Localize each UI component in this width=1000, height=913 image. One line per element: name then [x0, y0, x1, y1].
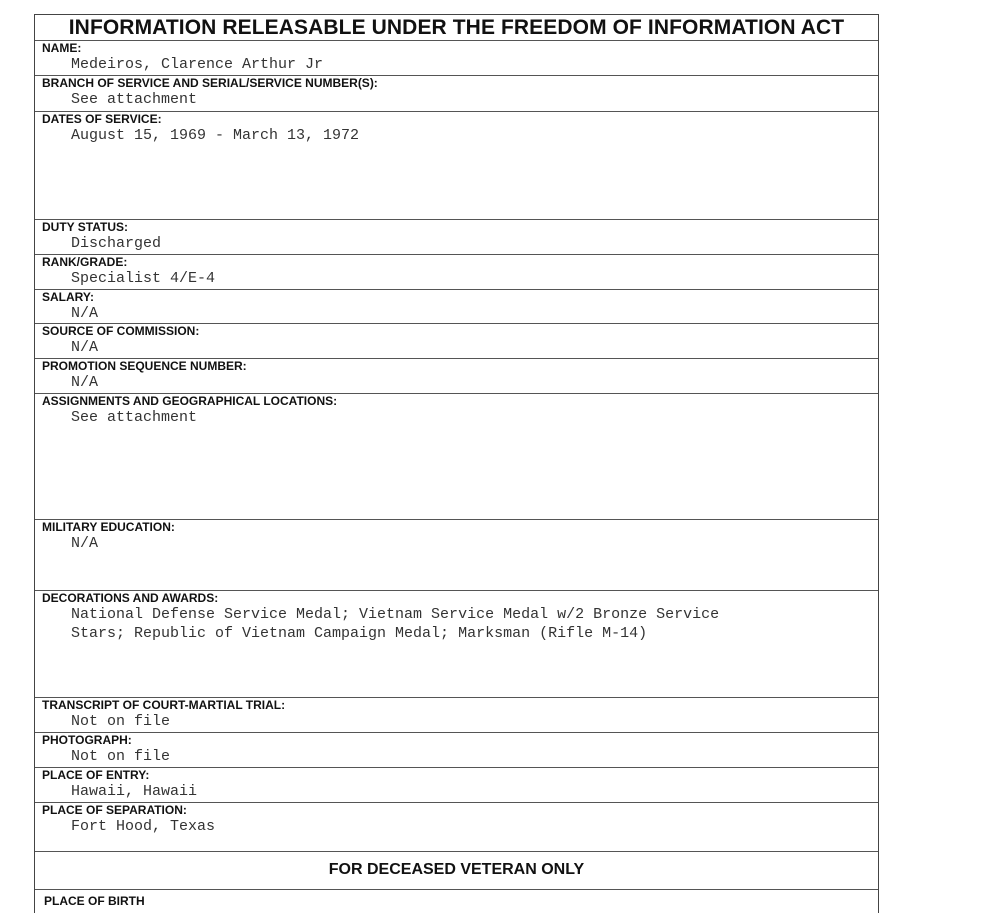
field-photograph [35, 732, 878, 767]
field-value: N/A [71, 535, 99, 552]
field-value: N/A [71, 374, 99, 391]
field-value: Discharged [71, 235, 162, 252]
field-label: MILITARY EDUCATION: [42, 520, 175, 534]
field-salary [35, 289, 878, 323]
field-label: PHOTOGRAPH: [42, 733, 132, 747]
field-value: Not on file [71, 713, 171, 730]
field-value: Specialist 4/E-4 [71, 270, 216, 287]
field-value: Hawaii, Hawaii [71, 783, 198, 800]
field-value: August 15, 1969 - March 13, 1972 [71, 127, 360, 144]
field-value: N/A [71, 305, 99, 322]
foia-form [34, 14, 879, 913]
field-label: PLACE OF ENTRY: [42, 768, 150, 782]
field-label: PLACE OF SEPARATION: [42, 803, 187, 817]
field-label: BRANCH OF SERVICE AND SERIAL/SERVICE NUMBER(S): [42, 76, 378, 90]
field-label: SOURCE OF COMMISSION: [42, 324, 200, 338]
field-label: DECORATIONS AND AWARDS: [42, 591, 219, 605]
field-value: Medeiros, Clarence Arthur Jr [71, 56, 324, 73]
field-assignments-locations [35, 393, 878, 519]
field-branch-of-service [35, 75, 878, 111]
field-duty-status [35, 219, 878, 254]
field-label: DUTY STATUS: [42, 220, 128, 234]
field-value: National Defense Service Medal; Vietnam Service Medal w/2 Bronze Service Stars; Republic of Vietnam Campaign Medal; Marksman (Rifle M-14) [71, 606, 720, 642]
field-value: Fort Hood, Texas [71, 818, 216, 835]
field-promotion-sequence-number [35, 358, 878, 393]
field-rank-grade [35, 254, 878, 289]
field-decorations-awards [35, 590, 878, 697]
field-label: PROMOTION SEQUENCE NUMBER: [42, 359, 247, 373]
form-title: INFORMATION RELEASABLE UNDER THE FREEDOM OF INFORMATION ACT [68, 16, 845, 39]
field-military-education [35, 519, 878, 590]
field-label: TRANSCRIPT OF COURT-MARTIAL TRIAL: [42, 698, 286, 712]
place-of-birth-label: PLACE OF BIRTH [44, 894, 145, 908]
field-place-of-entry [35, 767, 878, 802]
field-source-of-commission [35, 323, 878, 358]
field-label: RANK/GRADE: [42, 255, 128, 269]
field-value: Not on file [71, 748, 171, 765]
field-label: SALARY: [42, 290, 94, 304]
field-label: DATES OF SERVICE: [42, 112, 162, 126]
field-label: NAME: [42, 41, 82, 55]
deceased-veteran-heading: FOR DECEASED VETERAN ONLY [35, 851, 878, 890]
field-court-martial-transcript [35, 697, 878, 732]
field-name [35, 40, 878, 75]
field-value: N/A [71, 339, 99, 356]
field-value: See attachment [71, 91, 198, 108]
field-dates-of-service [35, 111, 878, 219]
field-place-of-separation [35, 802, 878, 851]
field-label: ASSIGNMENTS AND GEOGRAPHICAL LOCATIONS: [42, 394, 338, 408]
field-value: See attachment [71, 409, 198, 426]
